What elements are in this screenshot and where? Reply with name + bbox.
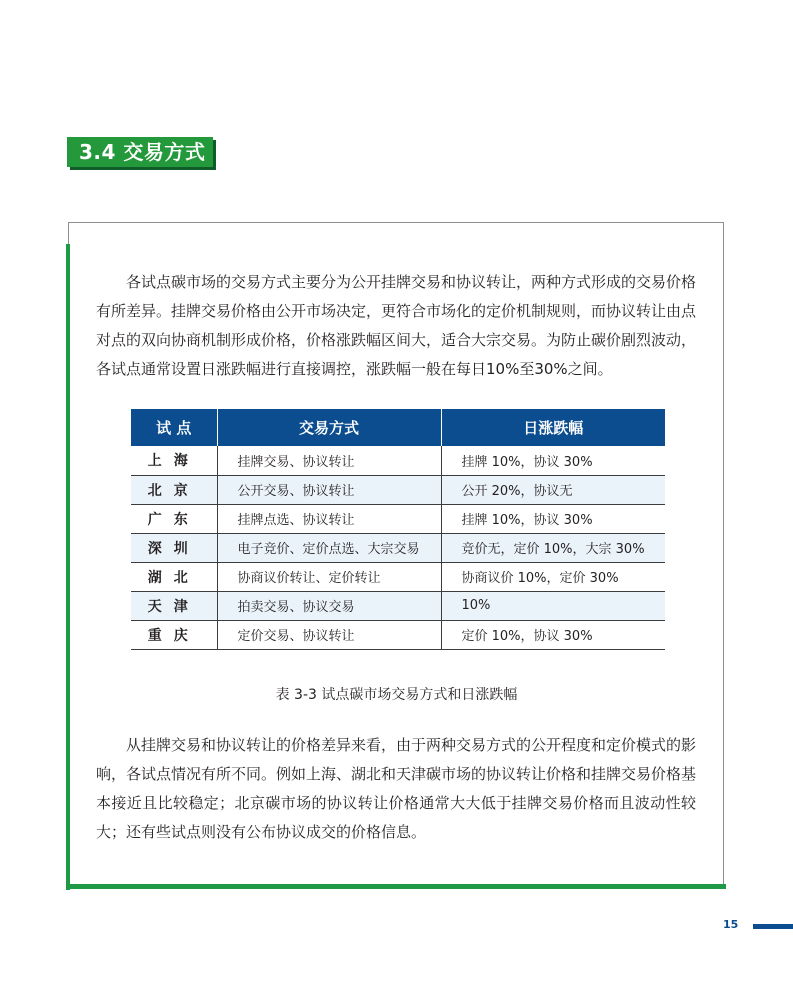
table-caption: 表 3-3 试点碳市场交易方式和日涨跌幅 (275, 687, 518, 703)
header-limit: 日涨跌幅 (441, 409, 665, 446)
table-row (131, 533, 665, 562)
cell-method: 挂牌交易、协议转让 (217, 446, 441, 475)
table-row (131, 620, 665, 649)
section-heading: 3.4 交易方式 (67, 137, 213, 167)
cell-city: 重庆 (131, 620, 217, 649)
cell-limit: 竞价无，定价 10%，大宗 30% (441, 533, 665, 562)
header-method: 交易方式 (217, 409, 441, 446)
cell-city: 深圳 (131, 533, 217, 562)
cell-limit: 挂牌 10%，协议 30% (441, 504, 665, 533)
cell-city: 天津 (131, 591, 217, 620)
cell-limit: 挂牌 10%，协议 30% (441, 446, 665, 475)
cell-method: 电子竞价、定价点选、大宗交易 (217, 533, 441, 562)
cell-method: 公开交易、协议转让 (217, 475, 441, 504)
cell-limit: 10% (441, 591, 665, 620)
cell-method: 协商议价转让、定价转让 (217, 562, 441, 591)
table-row (131, 504, 665, 533)
analysis-paragraph: 从挂牌交易和协议转让的价格差异来看，由于两种交易方式的公开程度和定价模式的影响，各试点情况有所不同。例如上海、湖北和天津碳市场的协议转让价格和挂牌交易价格基本接近且比较稳定；北京碳市场的协议转让价格通常大大低于挂牌交易价格而且波动性较大；还有些试点则没有公布协议成交的价格信息。 (96, 736, 697, 841)
table-row (131, 475, 665, 504)
intro-paragraph: 各试点碳市场的交易方式主要分为公开挂牌交易和协议转让，两种方式形成的交易价格有所差异。挂牌交易价格由公开市场决定，更符合市场化的定价机制规则，而协议转让由点对点的双向协商机制形成价格，价格涨跌幅区间大，适合大宗交易。为防止碳价剧烈波动，各试点通常设置日涨跌幅进行直接调控，涨跌幅一般在每日10%至30%之间。 (96, 273, 697, 378)
table-header-row (131, 409, 665, 446)
cell-limit: 公开 20%，协议无 (441, 475, 665, 504)
page-number-bar (753, 924, 793, 929)
box-left-accent-bar (66, 244, 70, 890)
cell-limit: 定价 10%，协议 30% (441, 620, 665, 649)
table-row (131, 446, 665, 475)
cell-city: 上海 (131, 446, 217, 475)
trading-methods-table (131, 409, 665, 650)
cell-limit: 协商议价 10%，定价 30% (441, 562, 665, 591)
cell-city: 湖北 (131, 562, 217, 591)
table-row (131, 562, 665, 591)
header-city: 试 点 (131, 409, 217, 446)
cell-city: 广东 (131, 504, 217, 533)
cell-method: 挂牌点选、协议转让 (217, 504, 441, 533)
table-row (131, 591, 665, 620)
page-number: 15 (723, 918, 739, 931)
cell-city: 北京 (131, 475, 217, 504)
cell-method: 定价交易、协议转让 (217, 620, 441, 649)
box-bottom-accent-bar (66, 884, 726, 889)
cell-method: 拍卖交易、协议交易 (217, 591, 441, 620)
